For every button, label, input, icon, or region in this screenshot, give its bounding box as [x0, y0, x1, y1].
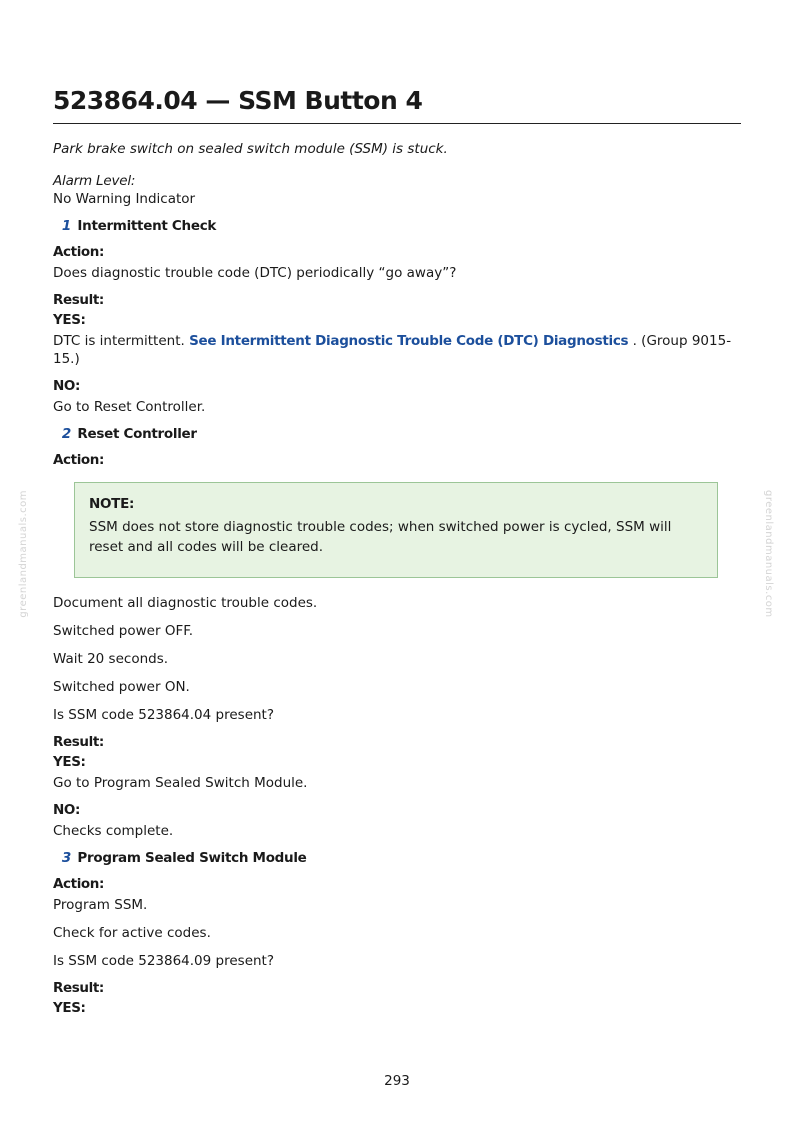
step-3-heading — [53, 850, 741, 866]
alarm-level-label: Alarm Level: — [53, 173, 136, 189]
action-step: Switched power ON. — [53, 679, 190, 695]
action-step: Document all diagnostic trouble codes. — [53, 595, 318, 611]
yes-label: YES: — [53, 312, 86, 328]
action-step: Program SSM. — [53, 897, 148, 913]
action-text: Does diagnostic trouble code (DTC) periodically “go away”? — [53, 265, 457, 281]
step-number: 3 — [61, 850, 71, 866]
step-title: Program Sealed Switch Module — [77, 850, 307, 866]
step-1-heading — [53, 218, 741, 234]
page-number: 293 — [384, 1073, 410, 1089]
action-label: Action: — [53, 452, 105, 468]
step-title: Reset Controller — [77, 426, 197, 442]
step-number: 1 — [61, 218, 71, 234]
action-label: Action: — [53, 876, 105, 892]
action-step: Check for active codes. — [53, 925, 211, 941]
result-label: Result: — [53, 980, 104, 996]
action-step: Switched power OFF. — [53, 623, 194, 639]
note-title: NOTE: — [89, 496, 135, 512]
yes-label: YES: — [53, 1000, 86, 1016]
no-label: NO: — [53, 378, 80, 394]
step-2-heading — [53, 426, 741, 442]
intermittent-dtc-diagnostics-link[interactable]: See Intermittent Diagnostic Trouble Code (DTC) Diagnostics — [189, 333, 629, 349]
note-box — [74, 482, 718, 578]
yes-result-suffix: . (Group 9015-15.) — [53, 333, 732, 367]
page-content — [53, 86, 741, 1016]
step-number: 2 — [61, 426, 71, 442]
action-step: Wait 20 seconds. — [53, 651, 169, 667]
action-step: Is SSM code 523864.09 present? — [53, 953, 275, 969]
no-result: Go to Reset Controller. — [53, 399, 206, 415]
result-label: Result: — [53, 734, 104, 750]
no-label: NO: — [53, 802, 80, 818]
action-label: Action: — [53, 244, 105, 260]
alarm-level-value: No Warning Indicator — [53, 191, 196, 207]
watermark-left: greenlandmanuals.com — [18, 490, 29, 618]
no-result: Checks complete. — [53, 823, 174, 839]
yes-label: YES: — [53, 754, 86, 770]
action-step: Is SSM code 523864.04 present? — [53, 707, 275, 723]
yes-result: Go to Program Sealed Switch Module. — [53, 775, 308, 791]
note-body: SSM does not store diagnostic trouble codes; when switched power is cycled, SSM will reset and all codes will be cleared. — [89, 519, 672, 555]
yes-result-prefix: DTC is intermittent. — [53, 333, 185, 349]
page-title: 523864.04 — SSM Button 4 — [53, 86, 741, 124]
step-title: Intermittent Check — [77, 218, 217, 234]
result-label: Result: — [53, 292, 104, 308]
watermark-right: greenlandmanuals.com — [763, 490, 774, 618]
description: Park brake switch on sealed switch module (SSM) is stuck. — [53, 141, 448, 157]
yes-result — [53, 332, 741, 368]
